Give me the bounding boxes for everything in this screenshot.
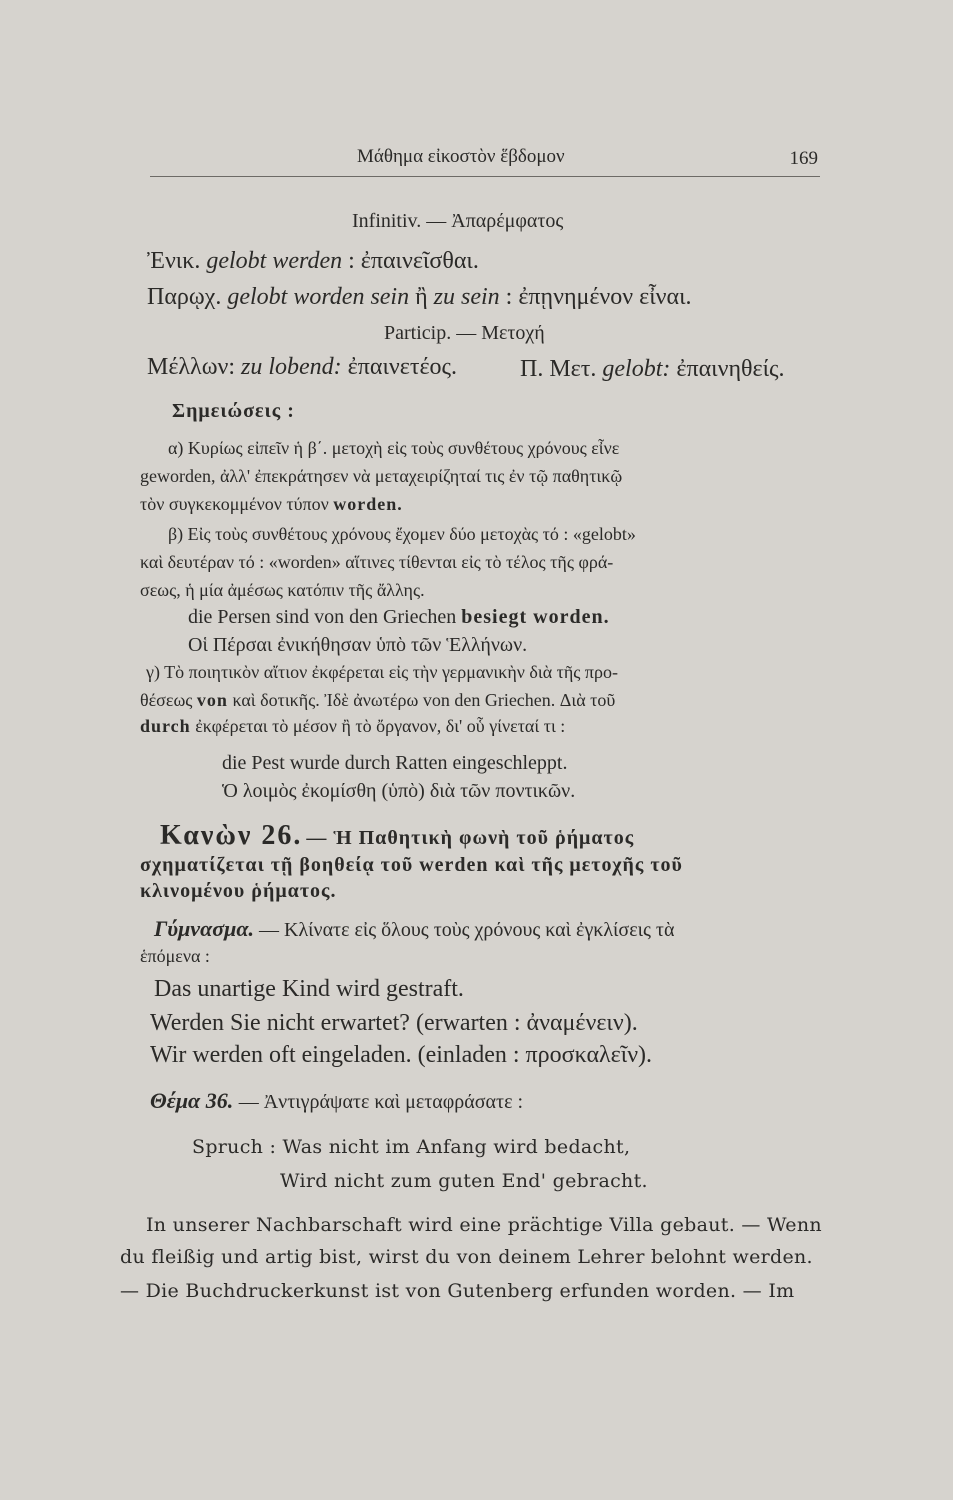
future-form: zu lobend: [241, 354, 342, 380]
theme-label: Θέμα 36. [150, 1088, 234, 1113]
note-g-example-german: die Pest wurde durch Ratten eingeschleppt. [222, 752, 568, 774]
perfect-gloss: : ἐπῃνημένον εἶναι. [505, 284, 692, 310]
text-line-2: du fleißig und artig bist, wirst du von deinem Lehrer belohnt werden. [120, 1246, 813, 1268]
present-gloss: : ἐπαινεῖσθαι. [348, 248, 479, 274]
infinitive-present [147, 248, 479, 275]
exercise-line-1 [154, 916, 674, 942]
text-line-3: — Die Buchdruckerkunst ist von Gutenberg erfunden worden. — Im [120, 1280, 795, 1302]
note-g-line-2-post: καὶ δοτικῆς. Ἰδὲ ἀνωτέρω von den Griechen. Διὰ τοῦ [232, 690, 616, 710]
participle-future [147, 354, 457, 381]
past-gloss: ἐπαινηθείς. [676, 356, 785, 382]
note-g-line-3-post: ἐκφέρεται τὸ μέσον ἢ τὸ ὄργανον, δι' οὗ γίνεταί τι : [195, 716, 566, 736]
note-b-line-3: σεως, ἡ μία ἀμέσως κατόπιν τῆς ἄλλης. [140, 580, 425, 600]
note-a-line-2: geworden, ἀλλ' ἐπεκράτησεν νὰ μεταχειρίζηταί τις ἐν τῷ παθητικῷ [140, 466, 623, 486]
note-g-bold-durch: durch [140, 716, 191, 736]
theme-instruction: — Ἀντιγράψατε καὶ μεταφράσατε : [238, 1091, 524, 1113]
infinitive-heading: Infinitiv. — Ἀπαρέμφατος [352, 210, 564, 232]
page-number: 169 [789, 148, 818, 169]
exercise-label: Γύμνασμα. [154, 916, 254, 941]
note-g-bold-von: von [196, 690, 228, 710]
rule-line-3: κλινομένου ῥήματος. [140, 880, 337, 902]
note-g-example-greek: Ὁ λοιμὸς ἐκομίσθη (ὑπὸ) διὰ τῶν ποντικῶν. [222, 780, 576, 802]
header-title: Μάθημα εἰκοστὸν ἕβδομον [357, 146, 565, 167]
note-b-example-bold: besiegt worden. [461, 606, 610, 628]
future-label: Μέλλων: [147, 354, 236, 380]
rule-text-1: — Ἡ Παθητικὴ φωνὴ τοῦ ῥήματος [306, 827, 635, 849]
participle-heading: Particip. — Μετοχή [384, 322, 545, 344]
note-g-line-2-pre: θέσεως [140, 690, 193, 710]
exercise-sentence-3: Wir werden oft eingeladen. (einladen : προσκαλεῖν). [150, 1042, 653, 1068]
proverb-line-2: Wird nicht zum guten End' gebracht. [280, 1170, 648, 1192]
participle-past [520, 356, 785, 383]
note-g-line-2 [140, 690, 615, 711]
page-header [150, 146, 820, 177]
theme-line [150, 1088, 523, 1114]
perfect-label: Παρῳχ. [147, 284, 222, 310]
note-g-line-3 [140, 716, 565, 737]
perfect-form-2: zu sein [433, 284, 500, 310]
note-b-example-text: die Persen sind von den Griechen [188, 606, 457, 628]
perfect-or: ἢ [415, 284, 428, 310]
note-g-line-1: γ) Τὸ ποιητικὸν αἴτιον ἐκφέρεται εἰς τὴν γερμανικὴν διὰ τῆς προ- [146, 662, 618, 682]
exercise-sentence-2: Werden Sie nicht erwartet? (erwarten : ἀναμένειν). [150, 1010, 638, 1036]
proverb-line-1: Spruch : Was nicht im Anfang wird bedacht, [192, 1136, 631, 1158]
present-label: Ἐνικ. [147, 248, 201, 274]
past-label: Π. Μετ. [520, 356, 597, 382]
note-b-example-german [188, 606, 610, 629]
infinitive-perfect [147, 284, 692, 311]
note-b-line-1: β) Εἰς τοὺς συνθέτους χρόνους ἔχομεν δύο μετοχὰς τό : «gelobt» [168, 524, 636, 544]
exercise-instruction: — Κλίνατε εἰς ὅλους τοὺς χρόνους καὶ ἐγκλίσεις τὰ [259, 919, 675, 941]
note-a-bold-worden: worden. [333, 494, 403, 514]
exercise-sentence-1: Das unartige Kind wird gestraft. [154, 976, 464, 1002]
present-form: gelobt werden [206, 248, 343, 274]
rule-title: Κανὼν 26. [160, 820, 303, 851]
text-line-1: In unserer Nachbarschaft wird eine prächtige Villa gebaut. — Wenn [146, 1214, 822, 1236]
rule-line-2: σχηματίζεται τῇ βοηθείᾳ τοῦ werden καὶ τῆς μετοχῆς τοῦ [140, 854, 683, 876]
exercise-line-2: ἑπόμενα : [140, 946, 210, 966]
future-gloss: ἐπαινετέος. [347, 354, 458, 380]
note-a-line-3 [140, 494, 403, 515]
note-a-line-3-text: τὸν συγκεκομμένον τύπον [140, 494, 329, 514]
note-b-line-2: καὶ δευτέραν τό : «worden» αἵτινες τίθενται εἰς τὸ τέλος τῆς φρά- [140, 552, 614, 572]
past-form: gelobt: [602, 356, 671, 382]
note-a-line-1: α) Κυρίως εἰπεῖν ἡ β΄. μετοχὴ εἰς τοὺς συνθέτους χρόνους εἶνε [168, 438, 620, 458]
rule-line-1 [160, 820, 634, 852]
note-b-example-greek: Οἱ Πέρσαι ἐνικήθησαν ὑπὸ τῶν Ἑλλήνων. [188, 634, 528, 656]
perfect-form: gelobt worden sein [227, 284, 410, 310]
notes-heading: Σημειώσεις : [172, 400, 295, 422]
